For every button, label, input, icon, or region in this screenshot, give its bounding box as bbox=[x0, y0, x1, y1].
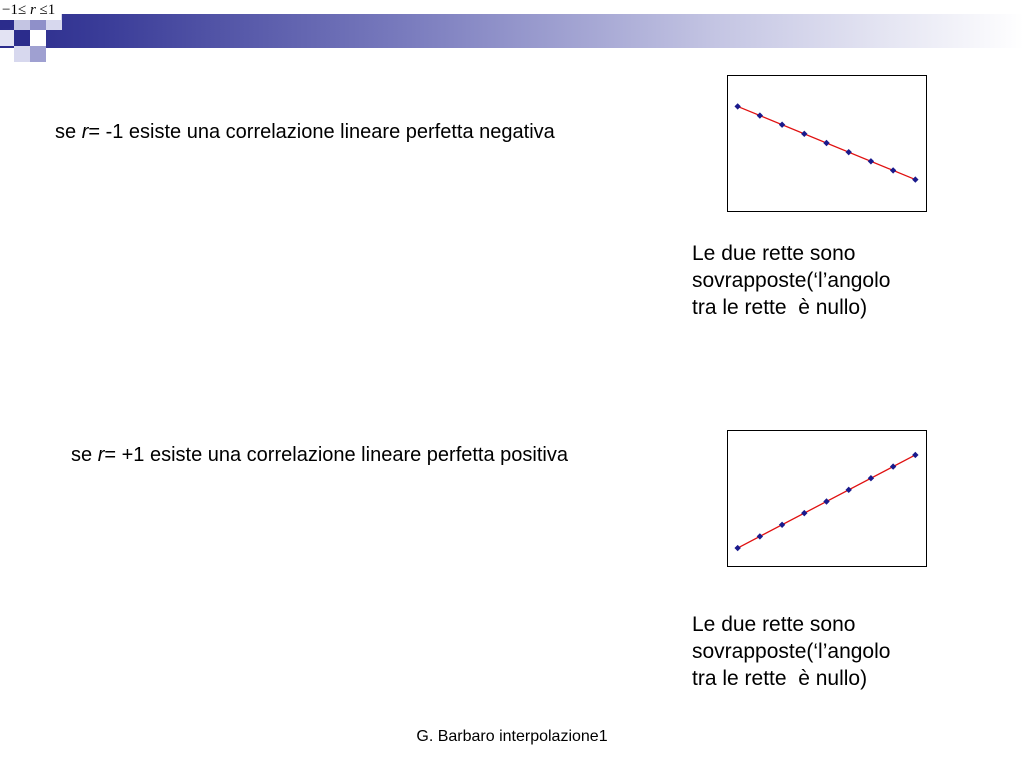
negative-scatter-plot bbox=[728, 76, 925, 210]
decor-square bbox=[30, 46, 46, 62]
note-line: sovrapposte(‘l’angolo bbox=[692, 269, 891, 292]
positive-correlation-chart bbox=[727, 430, 927, 567]
data-point bbox=[868, 158, 874, 164]
title-bar-decoration bbox=[0, 14, 1024, 48]
overlap-note bbox=[692, 240, 952, 321]
data-point bbox=[823, 140, 829, 146]
range-formula: −1≤ r ≤1 bbox=[0, 0, 61, 20]
data-point bbox=[801, 131, 807, 137]
negative-correlation-statement: se r= -1 esiste una correlazione lineare perfetta negativa bbox=[55, 121, 555, 143]
data-point bbox=[734, 103, 740, 109]
positive-scatter-plot bbox=[728, 431, 925, 565]
data-point bbox=[890, 167, 896, 173]
data-point bbox=[823, 498, 829, 504]
data-point bbox=[757, 533, 763, 539]
decor-square bbox=[14, 30, 30, 46]
data-point bbox=[890, 463, 896, 469]
data-point bbox=[801, 510, 807, 516]
note-line: sovrapposte(‘l’angolo bbox=[692, 640, 891, 663]
note-line: Le due rette sono bbox=[692, 242, 856, 265]
data-point bbox=[912, 176, 918, 182]
note-line: Le due rette sono bbox=[692, 613, 856, 636]
negative-correlation-chart bbox=[727, 75, 927, 212]
data-point bbox=[779, 122, 785, 128]
data-point bbox=[868, 475, 874, 481]
note-line: tra le rette è nullo) bbox=[692, 296, 868, 319]
data-point bbox=[912, 452, 918, 458]
data-point bbox=[734, 545, 740, 551]
decor-square bbox=[0, 30, 14, 46]
footer-text: G. Barbaro interpolazione1 bbox=[416, 728, 608, 745]
overlap-note bbox=[692, 611, 952, 692]
note-line: tra le rette è nullo) bbox=[692, 667, 868, 690]
data-point bbox=[779, 522, 785, 528]
data-point bbox=[846, 487, 852, 493]
decor-square bbox=[14, 46, 30, 62]
data-point bbox=[846, 149, 852, 155]
data-point bbox=[757, 112, 763, 118]
decor-square bbox=[30, 30, 46, 46]
positive-correlation-statement: se r= +1 esiste una correlazione lineare perfetta positiva bbox=[71, 444, 568, 466]
